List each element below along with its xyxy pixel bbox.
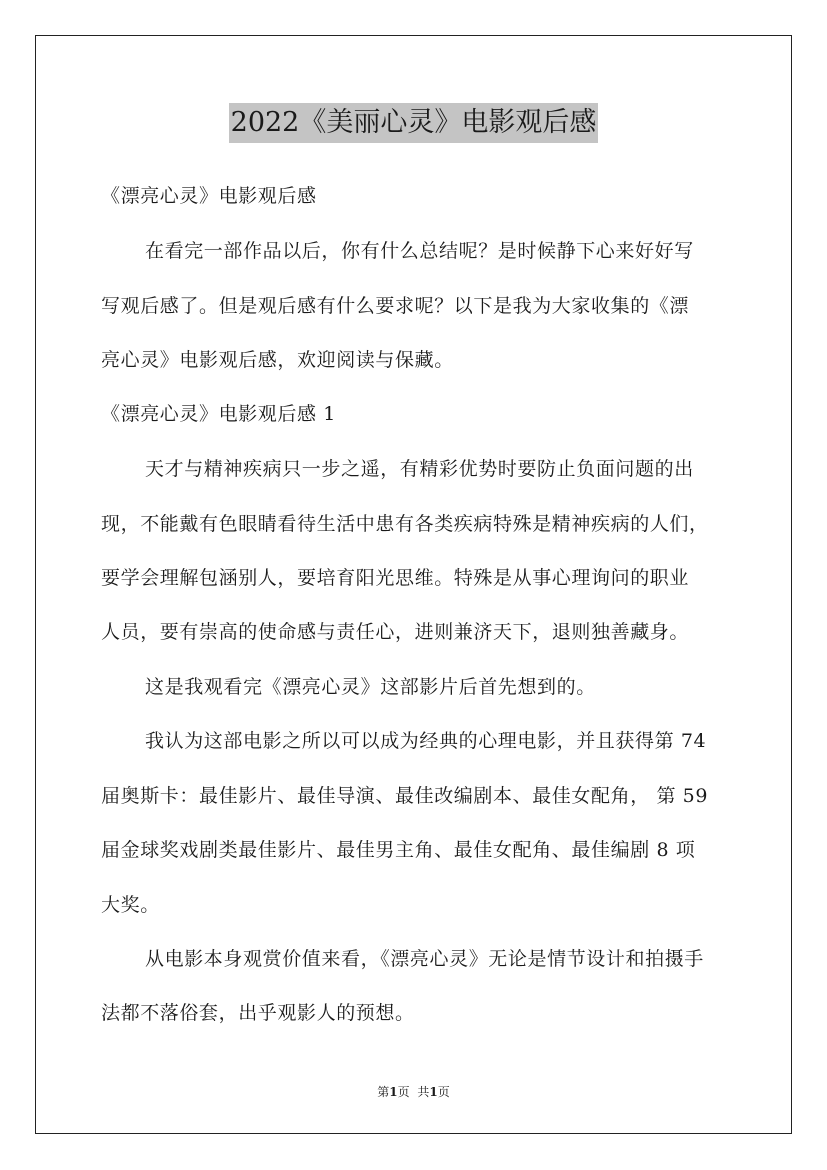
subtitle-line: 《漂亮心灵》电影观后感: [101, 185, 317, 207]
paragraph-line: 从电影本身观赏价值来看，《漂亮心灵》无论是情节设计和拍摄手: [145, 948, 704, 970]
paragraph-line: 大奖。: [101, 894, 160, 916]
total-prefix: 共: [417, 1085, 430, 1099]
section-heading: 《漂亮心灵》电影观后感 1: [101, 403, 336, 425]
total-unit: 页: [437, 1085, 450, 1099]
page-number: 1: [389, 1085, 398, 1099]
paragraph-line: 亮心灵》电影观后感，欢迎阅读与保藏。: [101, 349, 454, 371]
paragraph-line: 写观后感了。但是观后感有什么要求呢？以下是我为大家收集的《漂: [101, 295, 690, 317]
page-prefix: 第: [377, 1085, 390, 1099]
total-pages: 1: [429, 1085, 438, 1099]
paragraph-line: 在看完一部作品以后，你有什么总结呢？是时候静下心来好好写: [145, 240, 694, 262]
paragraph-line: 法都不落俗套，出乎观影人的预想。: [101, 1002, 415, 1024]
document-title: 2022《美丽心灵》电影观后感: [229, 103, 599, 143]
page-unit: 页: [397, 1085, 410, 1099]
paragraph-line: 天才与精神疾病只一步之遥，有精彩优势时要防止负面问题的出: [145, 458, 694, 480]
paragraph-line: 届奥斯卡：最佳影片、最佳导演、最佳改编剧本、最佳女配角， 第 59: [101, 785, 709, 807]
paragraph-line: 现，不能戴有色眼睛看待生活中患有各类疾病特殊是精神疾病的人们，: [101, 513, 709, 535]
paragraph-line: 这是我观看完《漂亮心灵》这部影片后首先想到的。: [145, 676, 596, 698]
paragraph-line: 届金球奖戏剧类最佳影片、最佳男主角、最佳女配角、最佳编剧 8 项: [101, 839, 696, 861]
paragraph-line: 人员，要有崇高的使命感与责任心，进则兼济天下，退则独善藏身。: [101, 621, 690, 643]
paragraph-line: 我认为这部电影之所以可以成为经典的心理电影，并且获得第 74: [145, 730, 707, 752]
page-footer: [0, 1083, 827, 1100]
paragraph-line: 要学会理解包涵别人，要培育阳光思维。特殊是从事心理询问的职业: [101, 567, 690, 589]
title-container: [0, 103, 827, 143]
